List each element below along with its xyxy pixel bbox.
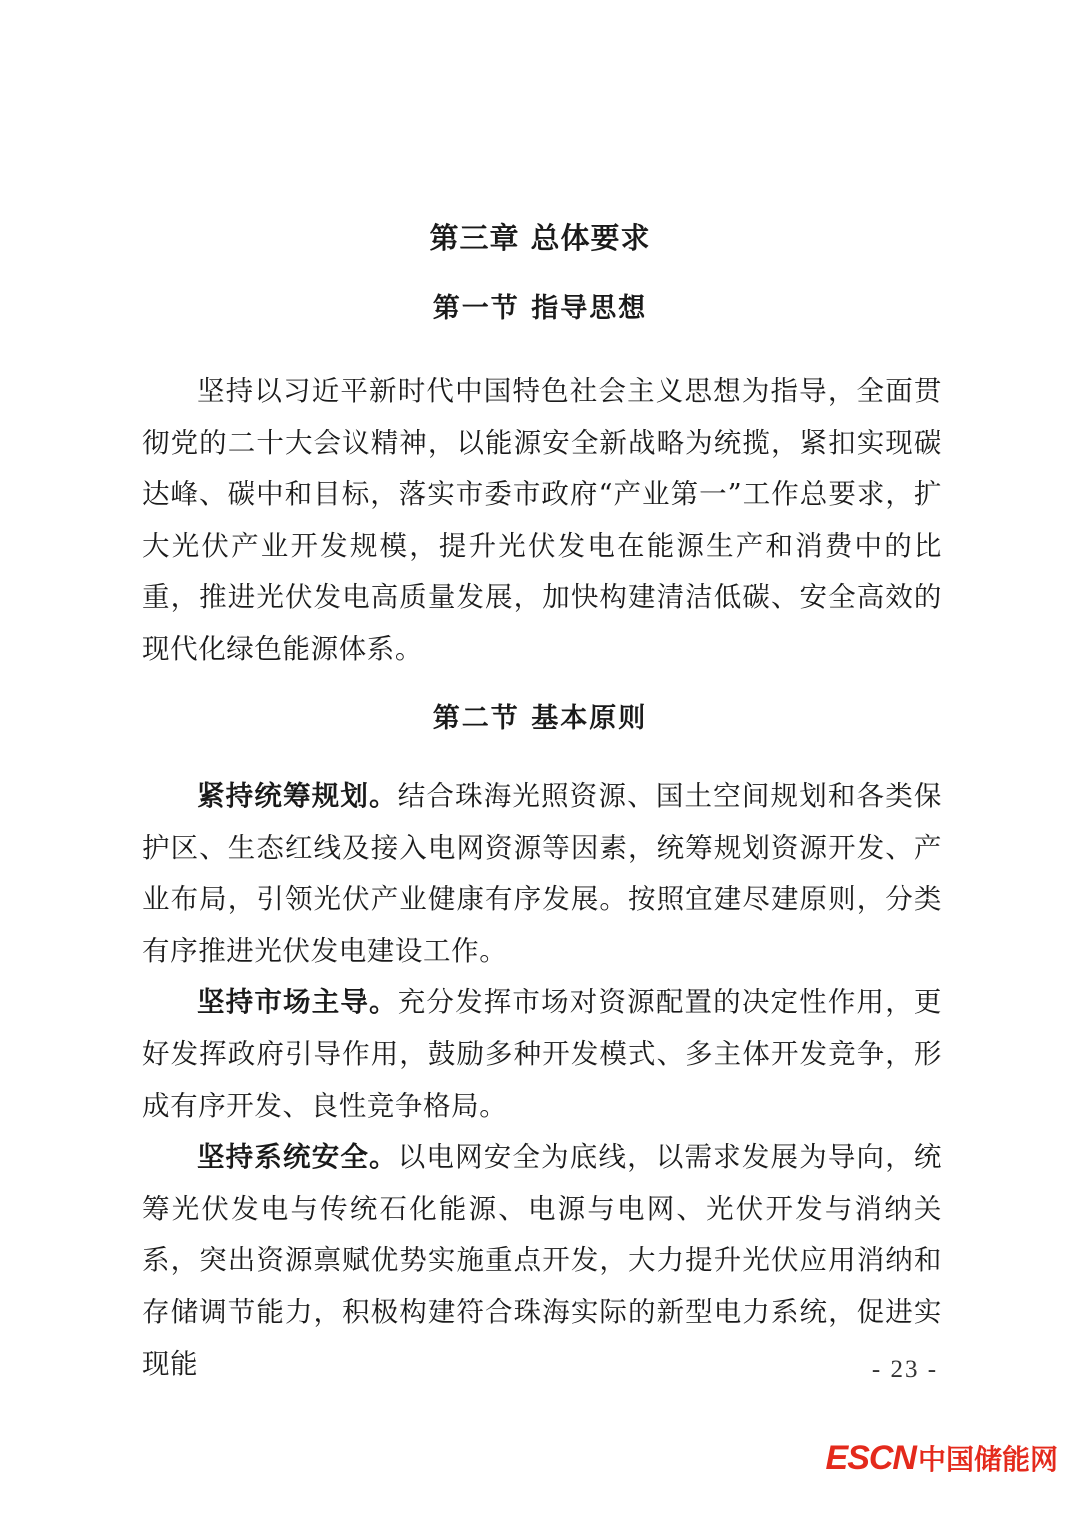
section-title-basic-principles: 第二节 基本原则 [432, 703, 648, 734]
principle-text: 结合珠海光照资源、国土空间规划和各类保护区、生态红线及接入电网资源等因素，统筹规划资源开发、产业布局，引领光伏产业健康有序发展。按照宜建尽建原则，分类有序推进光伏发电建设工作。 [142, 780, 942, 967]
principle-lead: 紧持统筹规划。 [197, 780, 398, 812]
page-number: - 23 - [871, 1356, 939, 1383]
watermark-chinese: 中国储能网 [917, 1444, 1058, 1475]
principle-paragraph [142, 977, 942, 1132]
principle-paragraph [142, 1132, 942, 1390]
section-title-guiding-ideology: 第一节 指导思想 [432, 293, 648, 324]
basic-principles-body [142, 771, 942, 1390]
principle-paragraph [142, 771, 942, 977]
watermark-latin: ESCN [825, 1439, 916, 1477]
guiding-ideology-body [142, 366, 942, 676]
escn-watermark-logo [826, 1432, 1058, 1484]
principle-text: 充分发挥市场对资源配置的决定性作用，更好发挥政府引导作用，鼓励多种开发模式、多主体开发竞争，形成有序开发、良性竞争格局。 [142, 986, 942, 1122]
principle-lead: 坚持系统安全。 [197, 1141, 398, 1174]
principle-text: 以电网安全为底线，以需求发展为导向，统筹光伏发电与传统石化能源、电源与电网、光伏开发与消纳关系，突出资源禀赋优势实施重点开发，大力提升光伏应用消纳和存储调节能力，积极构建符合珠海实际的新型电力系统，促进实现能 [142, 1141, 942, 1380]
paragraph-text: 坚持以习近平新时代中国特色社会主义思想为指导，全面贯彻党的二十大会议精神，以能源安全新战略为统揽，紧扣实现碳达峰、碳中和目标，落实市委市政府“产业第一”工作总要求，扩大光伏产业开发规模，提升光伏发电在能源生产和消费中的比重，推进光伏发电高质量发展，加快构建清洁低碳、安全高效的现代化绿色能源体系。 [142, 375, 942, 665]
paragraph [142, 366, 942, 676]
principle-lead: 坚持市场主导。 [197, 986, 398, 1019]
chapter-title: 第三章 总体要求 [429, 221, 651, 255]
